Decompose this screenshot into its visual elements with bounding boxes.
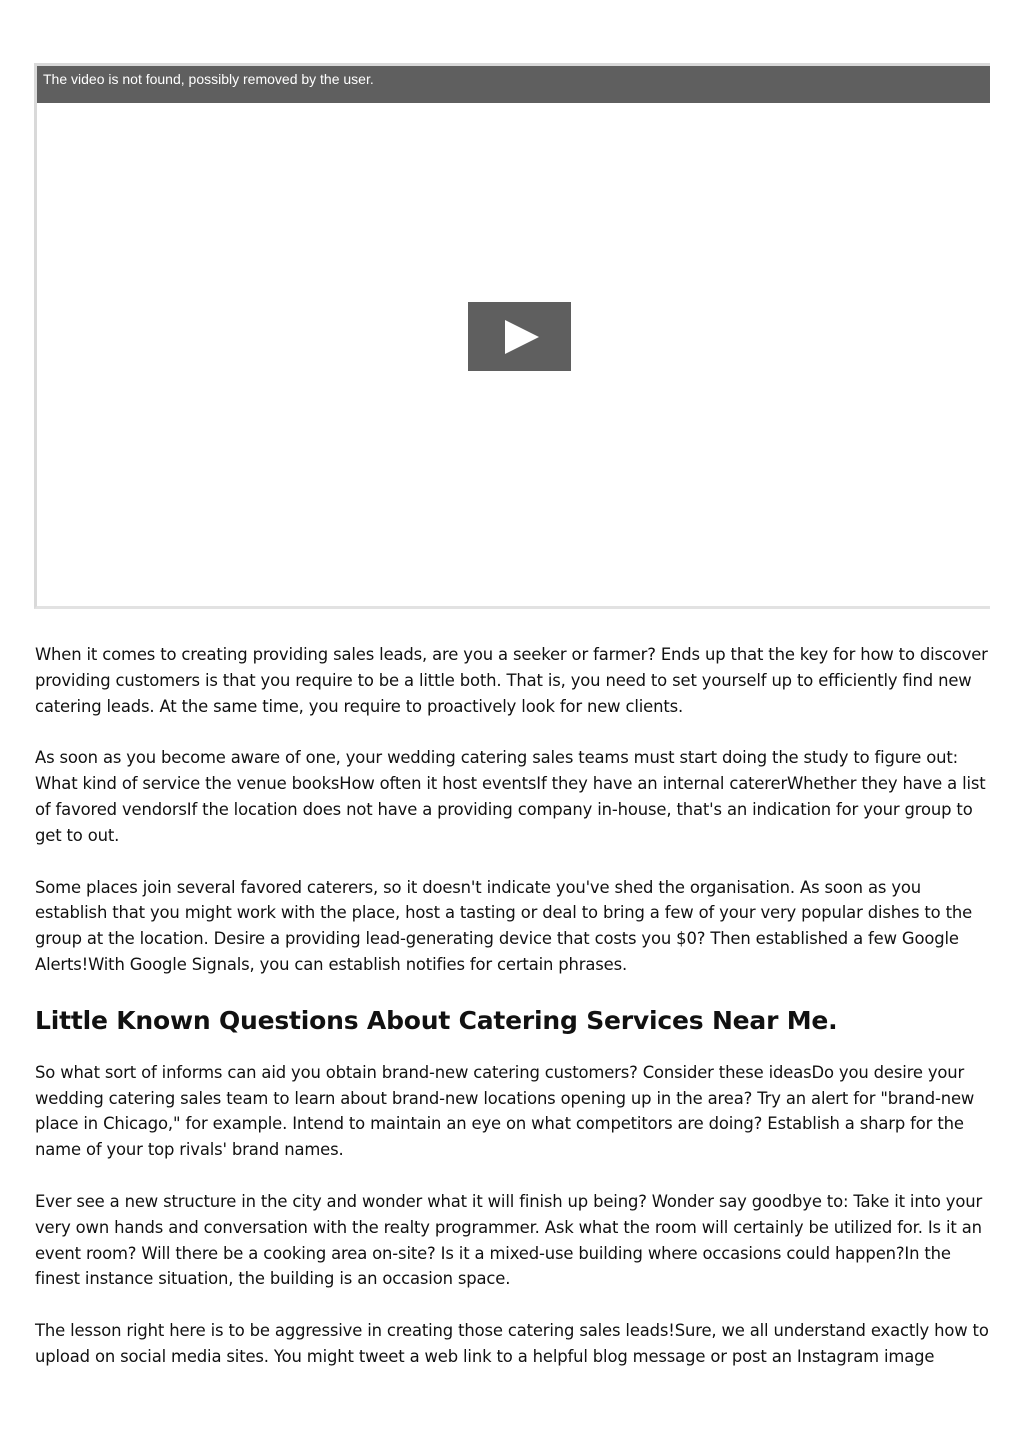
article-paragraph: So what sort of informs can aid you obtain brand-new catering customers? Consider these ideasDo you desire your wedding catering sales team to learn about brand-new locations opening up in the area? Try an alert for "brand-new place in Chicago," for example. Intend to maintain an eye on what competitors are doing? Establish a sharp for the name of your top rivals' brand names. xyxy=(35,1062,975,1160)
article-paragraph: Ever see a new structure in the city and wonder what it will finish up being? Wonder say goodbye to: Take it into your very own hands and conversation with the realty programmer. Ask what the room will certainly be utilized for. Is it an event room? Will there be a cooking area on-site? Is it a mixed-use building where occasions could happen?In the finest instance situation, the building is an occasion space. xyxy=(35,1191,983,1289)
article-body xyxy=(35,642,991,1396)
video-error-message: The video is not found, possibly removed by the user. xyxy=(37,66,990,103)
article-paragraph: The lesson right here is to be aggressive in creating those catering sales leads!Sure, we all understand exactly how to upload on social media sites. You might tweet a web link to a helpful blog message or post an Instagram image xyxy=(35,1321,989,1366)
article-paragraph: As soon as you become aware of one, your wedding catering sales teams must start doing the study to figure out: What kind of service the venue booksHow often it host eventsIf they have an internal catererWhether they have a list of favored vendorsIf the location does not have a providing company in-house, that's an indication for your group to get to out. xyxy=(35,748,986,845)
play-icon xyxy=(505,320,539,354)
video-player[interactable] xyxy=(34,63,990,609)
play-button[interactable] xyxy=(468,302,571,371)
article-paragraph: When it comes to creating providing sales leads, are you a seeker or farmer? Ends up that the key for how to discover providing customers is that you require to be a little both. That is, you need to set yourself up to efficiently find new catering leads. At the same time, you require to proactively look for new clients. xyxy=(35,645,988,716)
article-paragraph: Some places join several favored caterers, so it doesn't indicate you've shed the organisation. As soon as you establish that you might work with the place, host a tasting or deal to bring a few of your very popular dishes to the group at the location. Desire a providing lead-generating device that costs you $0? Then established a few Google Alerts!With Google Signals, you can establish notifies for certain phrases. xyxy=(35,877,973,974)
section-heading: Little Known Questions About Catering Services Near Me. xyxy=(35,1005,838,1035)
